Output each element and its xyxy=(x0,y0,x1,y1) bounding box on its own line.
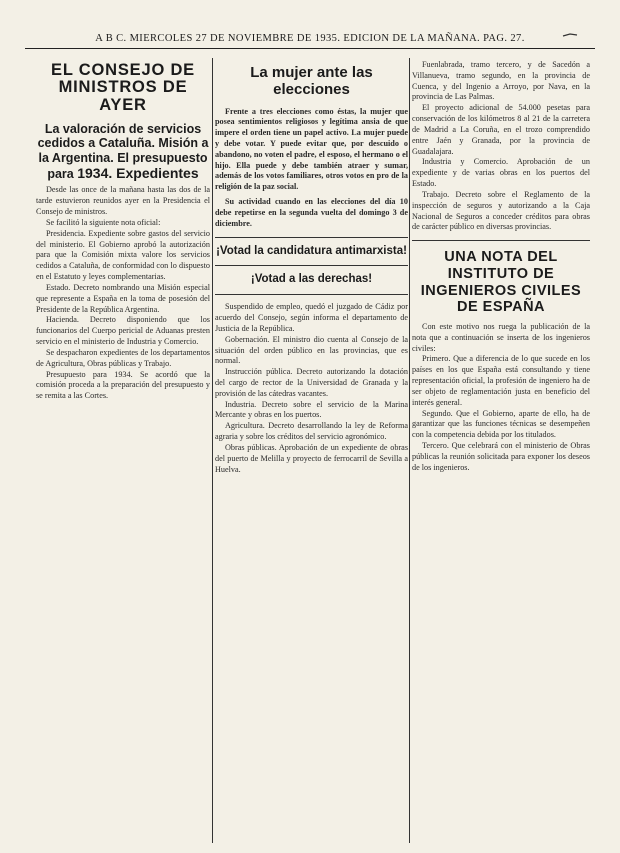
paragraph: Presidencia. Expediente sobre gastos del servicio del ministerio. El Gobierno aprobó la autorización para que la Comisión mixta valore los servicios cedidos a Cataluña, de conformidad con lo dispuesto en el Estatuto y leyes complementarias. xyxy=(36,228,210,282)
slogan-antimarxista: ¡Votad la candidatura antimarxista! xyxy=(216,244,407,257)
divider xyxy=(215,294,408,295)
paragraph: Trabajo. Decreto sobre el Reglamento de la inspección de seguros y autorizando a la Caja Nacional de Seguros a conceder créditos para obras de carácter público en diversas provincias. xyxy=(412,189,590,232)
headline-consejo: EL CONSEJO DE MINISTROS DE AYER xyxy=(51,61,195,114)
slogan-derechas: ¡Votad a las derechas! xyxy=(250,273,373,286)
paragraph: Obras públicas. Aprobación de un expediente de obras del puerto de Melilla y proyecto de ferrocarril de Sevilla a Huelva. xyxy=(215,442,408,474)
subhead-text-last: 1934. Expedientes xyxy=(77,165,199,182)
column-ingenieros xyxy=(412,60,590,840)
paragraph: Gobernación. El ministro dio cuenta al Consejo de la situación del orden público en las provincias, que es normal. xyxy=(215,334,408,366)
paragraph: Desde las once de la mañana hasta las dos de la tarde estuvieron reunidos ayer en la Presidencia el Consejo de ministros. xyxy=(36,185,210,217)
paragraph: Primero. Que a diferencia de lo que sucede en los países en los que España está consultando y tiene representación oficial, la profesión de ingeniero ha de ser objeto de reglamentación justa en beneficio del interés general. xyxy=(412,354,590,407)
paragraph-note: Su actividad cuando en las elecciones del día 10 debe repetirse en la segunda vuelta del domingo 3 de diciembre. xyxy=(215,197,408,228)
headline-ingenieros: UNA NOTA DEL INSTITUTO DE INGENIEROS CIVILES DE ESPAÑA xyxy=(420,249,582,316)
divider xyxy=(412,240,590,241)
headline-mujer: La mujer ante las elecciones xyxy=(250,64,373,99)
header-rule xyxy=(25,48,595,49)
column-divider-1 xyxy=(212,58,213,843)
paragraph: Hacienda. Decreto disponiendo que los funcionarios del Cuerpo pericial de Aduanas presten servicio en el ministerio de Industria y Comercio. xyxy=(36,315,210,347)
paragraph: Con este motivo nos ruega la publicación de la nota que a continuación se inserta de los ingenieros civiles: xyxy=(412,321,590,353)
divider xyxy=(215,265,408,266)
paragraph: Industria y Comercio. Aprobación de un expediente y de varias obras en los puertos del Estado. xyxy=(412,157,590,189)
subhead-text: La valoración de servicios cedidos a Cataluña. Misión a la Argentina. El presupuesto para xyxy=(37,121,209,182)
page-header: A B C. MIERCOLES 27 DE NOVIEMBRE DE 1935. EDICION DE LA MAÑANA. PAG. 27. xyxy=(95,33,525,44)
paragraph: Se despacharon expedientes de los departamentos de Agricultura, Obras públicas y Trabajo. xyxy=(36,347,210,368)
paragraph: Estado. Decreto nombrando una Misión especial que represente a España en la toma de posesión del Presidente de la República Argentina. xyxy=(36,282,210,314)
paragraph: Industria. Decreto sobre el servicio de la Marina Mercante y obras en los puertos. xyxy=(215,399,408,420)
column-divider-2 xyxy=(409,58,410,843)
paragraph-intro: Frente a tres elecciones como éstas, la mujer que posea sentimientos religiosos y legítima ansia de que impere el orden tiene un papel activo. La mujer puede y debe votar. Y puede evitar que, por descuido o abandono, no voten el padre, el esposo, el hermano o el hijo. Ella puede y debe también atraer y sumar, además de los votos familiares, otros votos en pro de la religión de la paz social. xyxy=(215,106,408,192)
column-mujer xyxy=(215,60,408,840)
paragraph: Se facilitó la siguiente nota oficial: xyxy=(46,217,161,227)
paragraph: Agricultura. Decreto desarrollando la ley de Reforma agraria y sobre los créditos del servicio agronómico. xyxy=(215,421,408,442)
paragraph: Segundo. Que el Gobierno, aparte de ello, ha de garantizar que las funciones técnicas se desempeñen con la competencia debida por los titulados. xyxy=(412,408,590,440)
corner-mark-icon xyxy=(562,28,578,40)
paragraph: El proyecto adicional de 54.000 pesetas para conservación de los kilómetros 8 al 21 de la carretera de Madrid a La Coruña, en el trozo comprendido entre Jaén y Granada, por la provincia de Guadalajara. xyxy=(412,103,590,156)
paragraph: Fuenlabrada, tramo tercero, y de Sacedón a Villanueva, tramo segundo, en la provincia de Cuenca, y del Ingenio a Arroyo, por Nava, en la provincia de Las Palmas. xyxy=(412,60,590,102)
column-consejo xyxy=(36,60,210,840)
paragraph: Presupuesto para 1934. Se acordó que la comisión proceda a la preparación del presupuesto y se remita a las Cortes. xyxy=(36,369,210,401)
paragraph: Instrucción pública. Decreto autorizando la dotación del cargo de rector de la Universidad de Granada y la provisión de las cátedras vacantes. xyxy=(215,367,408,398)
divider xyxy=(215,237,408,238)
subhead-consejo xyxy=(36,122,210,182)
paragraph: Suspendido de empleo, quedó el juzgado de Cádiz por acuerdo del Consejo, según informa el departamento de Justicia de la República. xyxy=(215,302,408,333)
paragraph: Tercero. Que celebrará con el ministerio de Obras públicas la reunión solicitada para exponer los deseos de los ingenieros. xyxy=(412,441,590,472)
